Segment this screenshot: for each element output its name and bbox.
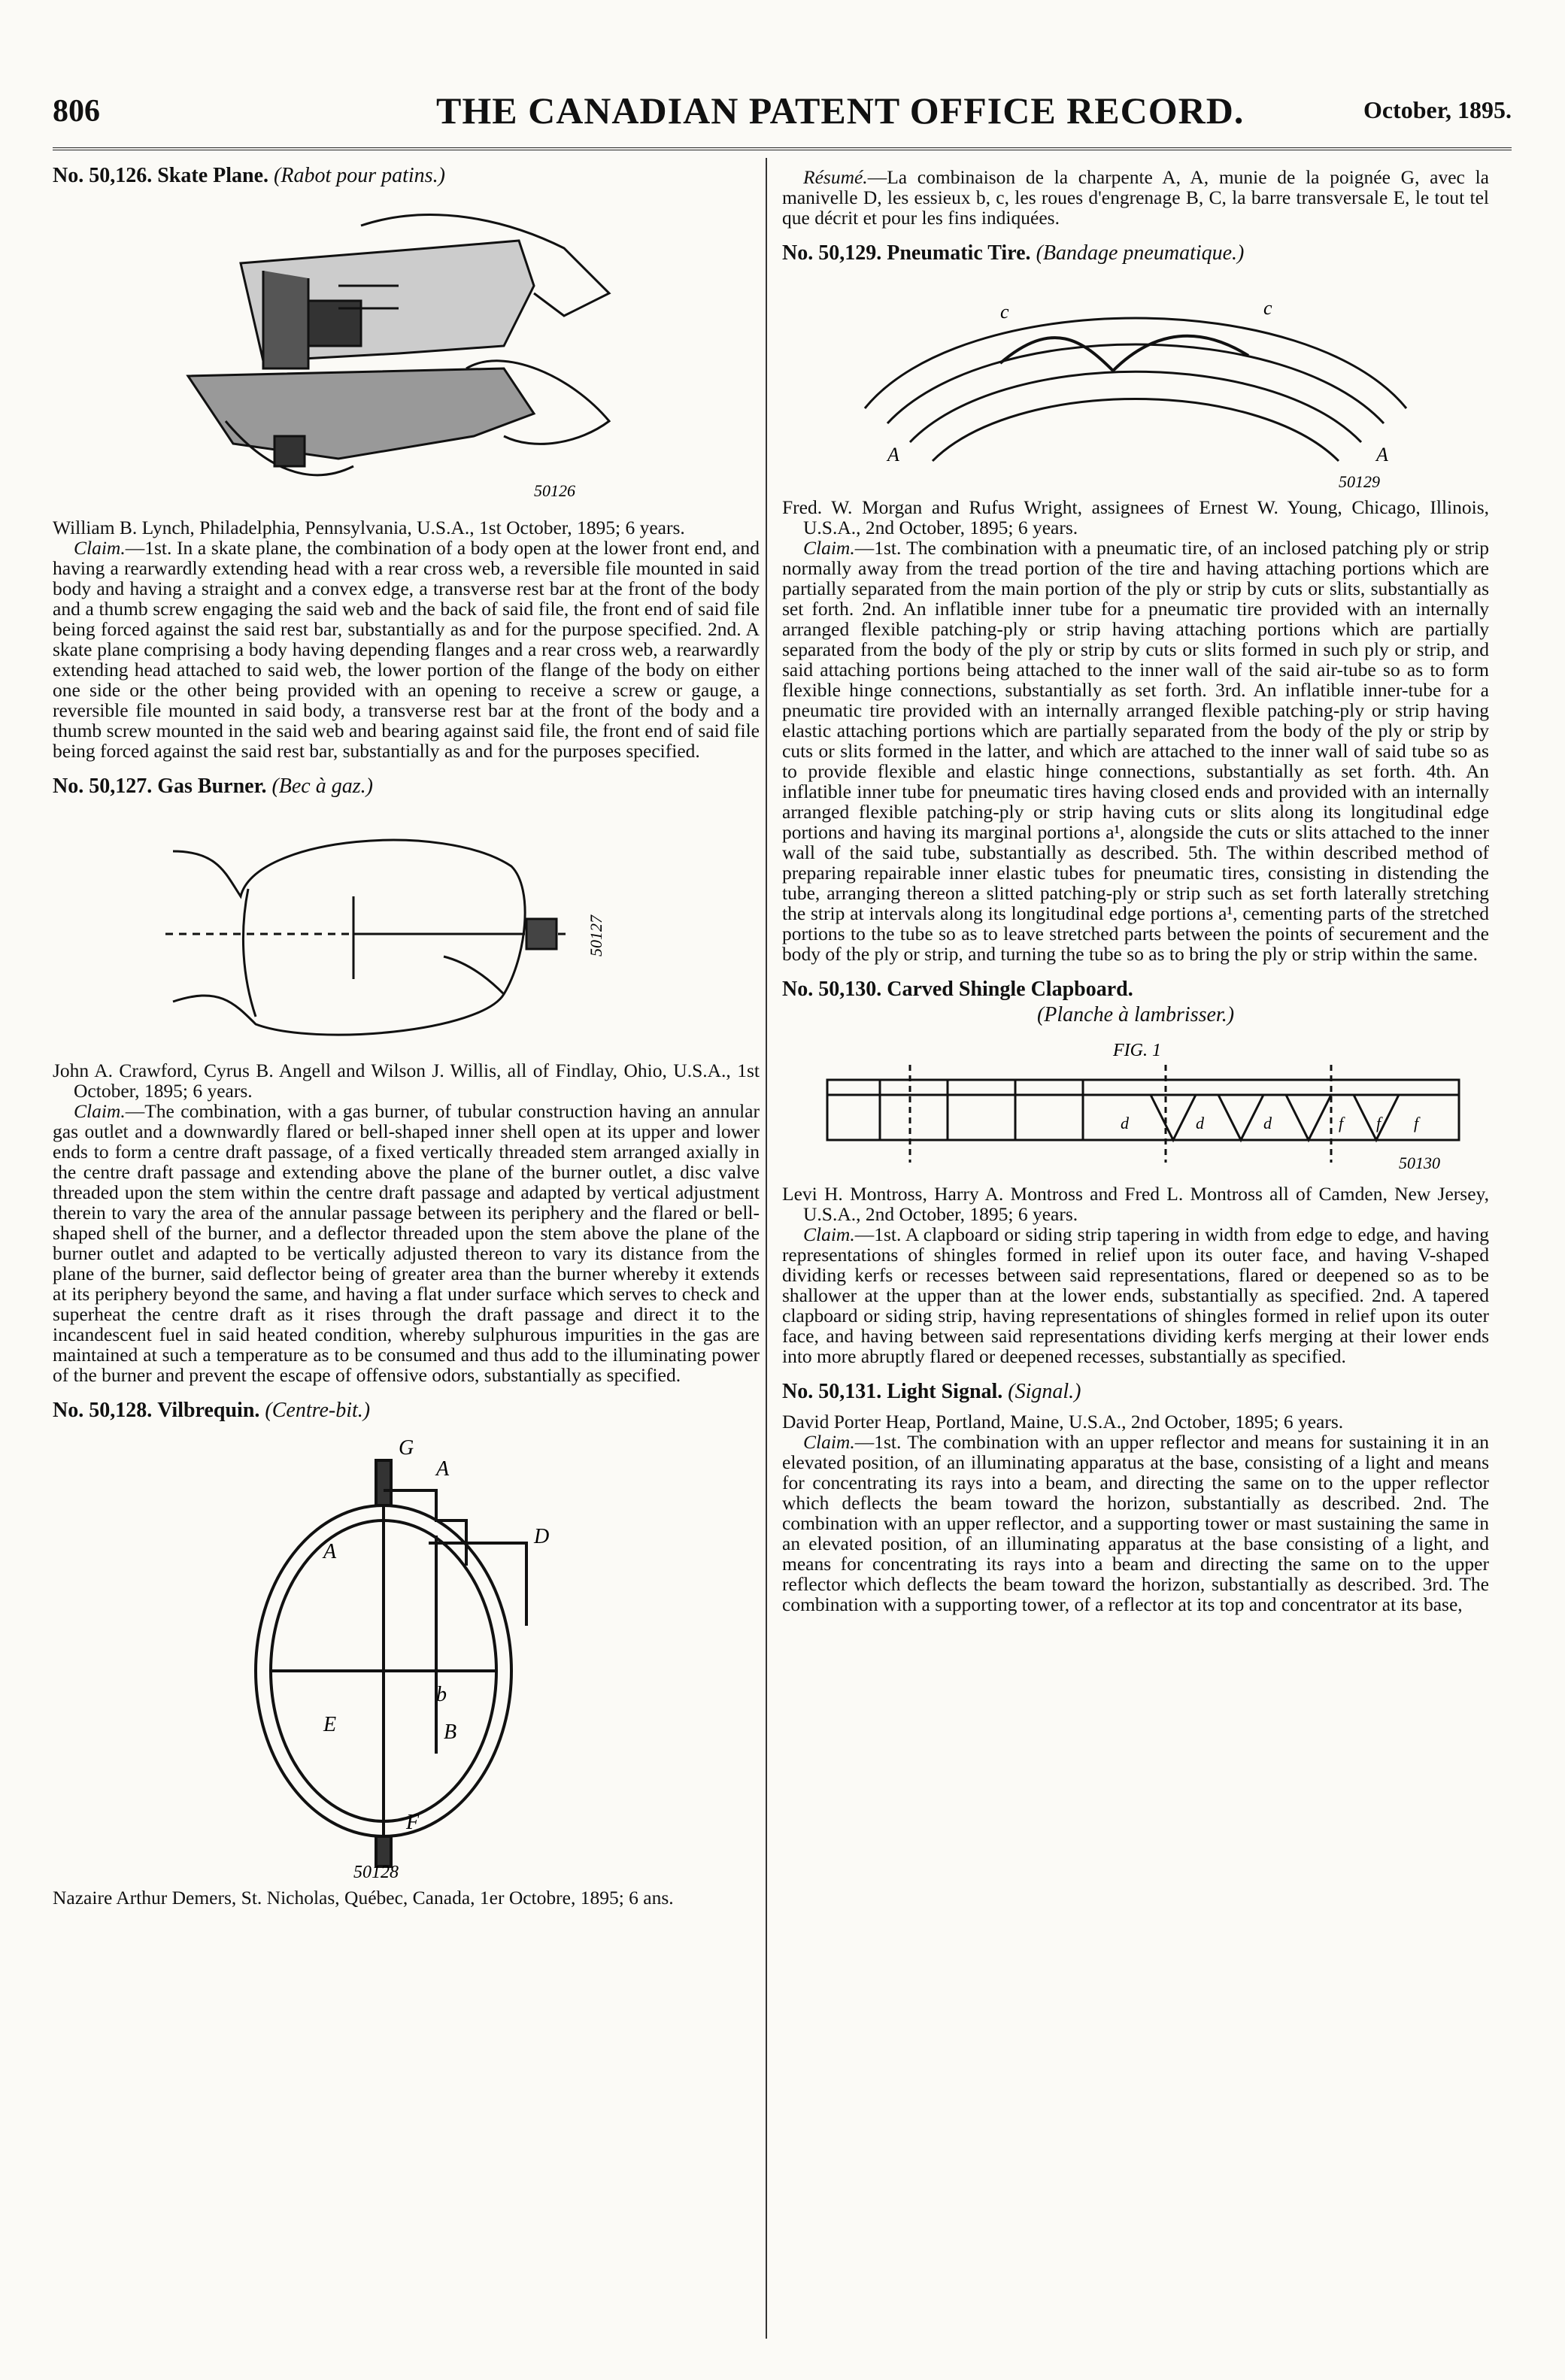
figure-letter: d [1121,1114,1129,1132]
figure-letter: c [1263,297,1272,319]
resume-text [782,167,1489,228]
clapboard-figure [797,1035,1474,1178]
patent-number: No. 50,128. [53,1399,153,1422]
figure-label: 50130 [1399,1154,1440,1172]
inventor-line: Fred. W. Morgan and Rufus Wright, assignees of Ernest W. Young, Chicago, Illinois, U.S.A., 2nd October, 1895; 6 years. [782,496,1489,538]
figure-letter: c [1000,301,1009,323]
patent-name-fr: (Centre-bit.) [265,1399,371,1422]
patent-name-fr: (Bec à gaz.) [271,775,373,798]
figure-letter: A [323,1540,337,1563]
patent-heading-50127 [53,775,760,799]
patent-name: Carved Shingle Clapboard. [887,978,1133,1001]
figure-letter: d [1263,1114,1272,1132]
inventor-line: John A. Crawford, Cyrus B. Angell and Wilson J. Willis, all of Findlay, Ohio, U.S.A., 1st October, 1895; 6 years. [53,1060,760,1102]
figure-letter: D [534,1525,550,1548]
claim-text [782,538,1489,964]
figure-title: FIG. 1 [1113,1041,1161,1060]
claim-label: Claim. [803,1223,855,1245]
claim-label: Claim. [74,537,126,559]
inventor-line: Nazaire Arthur Demers, St. Nicholas, Québec, Canada, 1er Octobre, 1895; 6 ans. [53,1887,674,1909]
figure-letter: A [436,1457,450,1481]
figure-letter: F [406,1811,420,1834]
figure-letter: B [444,1721,457,1744]
page-header [53,89,1512,134]
left-column [53,158,760,1908]
column-divider [766,158,767,2339]
figure-letter: A [1376,444,1388,465]
claim-label: Claim. [803,537,855,559]
claim-text [782,1224,1489,1366]
figure-letter: E [323,1713,337,1736]
journal-title: THE CANADIAN PATENT OFFICE RECORD. [436,89,1245,132]
header-rule [53,147,1512,150]
figure-label: 50126 [534,481,575,500]
figure-label: 50129 [1339,472,1380,491]
claim-text [53,538,760,761]
patent-heading-50129 [782,241,1489,265]
patent-name-fr: (Signal.) [1008,1380,1081,1403]
patent-number: No. 50,131. [782,1380,882,1403]
claim-label: Claim. [803,1431,855,1453]
patent-name: Light Signal. [887,1380,1003,1403]
patent-number: No. 50,127. [53,775,153,798]
claim-body: —1st. In a skate plane, the combination of a body open at the lower front end, and having a rearwardly extending head with a rear cross web, a reversible file mounted in said body and having a straight and a convex edge, a transverse rest bar at the front of the body and a thumb screw engaging the said web and the back of said file, the front end of said file being forced against the said rest bar, substantially as and for the purpose specified. 2nd. A skate plane comprising a body having depending flanges and a rear cross web, a rearwardly extending head attached to said web, the lower portion of the flange of the body on either one side or the other being provided with an opening to receive a screw or gauge, a reversible file mounted in said body, a transverse rest bar at the front of the body and a thumb screw mounted in the said web and bearing against said file, the front end of said file being forced against the said rest bar, substantially as and for the purposes specified. [53,537,760,762]
inventor-line: Levi H. Montross, Harry A. Montross and Fred L. Montross all of Camden, New Jersey, U.S.A., 2nd October, 1895; 6 years. [782,1183,1489,1225]
patent-name: Vilbrequin. [157,1399,260,1422]
skate-plane-figure [113,196,699,511]
figure-letter: f [1339,1114,1344,1132]
figure-label: 50127 [587,915,605,957]
figure-letter: d [1196,1114,1204,1132]
resume-body: —La combinaison de la charpente A, A, munie de la poignée G, avec la manivelle D, les essieux b, c, les roues d'engrenage B, C, la barre transversale E, le tout tel que décrit et pour les fins indiquées. [782,166,1489,229]
figure-letter: A [887,444,899,465]
claim-label: Claim. [74,1100,126,1122]
patent-name-fr: (Planche à lambrisser.) [1036,1003,1235,1026]
patent-number: No. 50,129. [782,241,882,265]
patent-heading-50128 [53,1399,760,1423]
patent-name-fr: (Rabot pour patins.) [274,164,445,187]
patent-name: Skate Plane. [157,164,269,187]
right-column [782,158,1489,1614]
resume-label: Résumé. [803,166,868,188]
figure-label: 50128 [353,1863,399,1881]
figure-letter: G [399,1436,414,1460]
page-number: 806 [53,94,100,129]
patent-heading-50130 [782,978,1489,1002]
patent-name-fr: (Bandage pneumatique.) [1036,241,1245,265]
claim-body: —1st. The combination with a pneumatic tire, of an inclosed patching ply or strip normally away from the tread portion of the tire and having attaching portions which are partially separated from the main portion of the ply or strip by cuts or slits, substantially as set forth. 2nd. An inflatible inner tube for a pneumatic tire provided with an internally arranged flexible patching-ply or strip having attaching portions which are partially separated from the body of the ply or strip by cuts or slits formed in such ply or strip, and said attaching portions being attached to the inner wall of the said air-tube so as to form flexible hinge connections, substantially as set forth. 3rd. An inflatible inner-tube for a pneumatic tire provided with an internally arranged flexible patching-ply or strip having elastic attaching portions which are partially separated from the body of the ply or strip by cuts or slits formed in the latter, and which are attached to the inner wall of said tube so as to provide flexible and elastic hinge connections, substantially as set forth. 4th. An inflatible inner tube for pneumatic tires having closed ends and provided with an internally arranged flexible patching-ply or strip having cuts or slits along its longitudinal edge portions and having its marginal portions a¹, alongside the cuts or slits attached to the inner wall of the said tube, substantially as described. 5th. The within described method of preparing repairable inner elastic tubes for pneumatic tires, consisting in distending the tube, arranging thereon a slitted patching-ply or strip such as set forth laterally stretching the strip at intervals along its longitudinal edge portions a¹, cementing parts of the stretched portions to the tube so as to leave stretched parts between the points of securement and the body of the ply or strip, and turning the tube so as to bring the ply or strip within the same. [782,537,1489,965]
figure-letter: f [1376,1114,1382,1132]
figure-letter: f [1414,1114,1419,1132]
inventor-line: David Porter Heap, Portland, Maine, U.S.A., 2nd October, 1895; 6 years. [782,1411,1344,1433]
patent-heading-50131 [782,1380,1489,1404]
patent-name: Pneumatic Tire. [887,241,1031,265]
claim-body: —1st. The combination with an upper reflector and means for sustaining it in an elevated position, of an illuminating apparatus at the base, consisting of a light and means for concentrating its rays into a beam, and directing the same on to the upper reflector which deflects the beam toward the horizon, substantially as described. 2nd. The combination with an upper reflector, and a supporting tower or mast sustaining the same in an elevated position, of an illuminating apparatus at the base consisting of a light, and means for concentrating its rays into a beam and directing the same on to the upper reflector which deflects the beam toward the horizon, substantially as described. 3rd. The combination with a supporting tower, of a reflector at its top and concentrator at its base, [782,1431,1489,1615]
patent-number: No. 50,130. [782,978,882,1001]
patent-heading-50126 [53,164,760,188]
patent-name: Gas Burner. [157,775,267,798]
patent-number: No. 50,126. [53,164,153,187]
claim-body: —1st. A clapboard or siding strip tapering in width from edge to edge, and having representations of shingles formed in relief upon its outer face, and having V-shaped dividing kerfs or recesses between said representations, flared or deepened so as to be shallower at the upper than at the lower ends, substantially as specified. 2nd. A tapered clapboard or siding strip, having representations of shingles formed in relief upon its outer face, and having between said representations dividing kerfs merging at their lower ends into more abruptly flared or deepened recesses, substantially as specified. [782,1223,1489,1367]
issue-date: October, 1895. [1363,96,1512,123]
pneumatic-tire-figure [812,273,1459,491]
claim-text [782,1432,1489,1614]
patent-name-fr-line [782,1003,1489,1027]
inventor-line: William B. Lynch, Philadelphia, Pennsylvania, U.S.A., 1st October, 1895; 6 years. [53,517,685,538]
claim-text [53,1101,760,1385]
gas-burner-figure [128,806,684,1054]
claim-body: —The combination, with a gas burner, of tubular construction having an annular gas outlet and a downwardly flared or bell-shaped inner shell open at its upper and lower ends to form a centre draft passage, of a fixed vertically threaded stem arranged axially in the centre draft passage and extending above the plane of the burner outlet, a disc valve threaded upon the stem within the centre draft passage and adapted by vertical adjustment therein to vary the area of the annular passage between its periphery and the flared or bell-shaped shell of the burner, and a deflector threaded upon the stem above the plane of the burner outlet and adapted to be vertically adjusted thereon to vary its distance from the plane of the burner, said deflector being of greater area than the burner whereby it extends at its periphery beyond the same, and having a flat under surface which serves to check and superheat the centre draft as it rises through the draft passage and direct it to the incandescent fuel in said heated condition, whereby sulphurous impurities in the gas are maintained at such a temperature as to be consumed and thus add to the illuminating power of the burner and prevent the escape of offensive odors, substantially as specified. [53,1100,760,1386]
figure-letter: b [436,1683,447,1706]
centre-bit-figure [211,1430,602,1881]
